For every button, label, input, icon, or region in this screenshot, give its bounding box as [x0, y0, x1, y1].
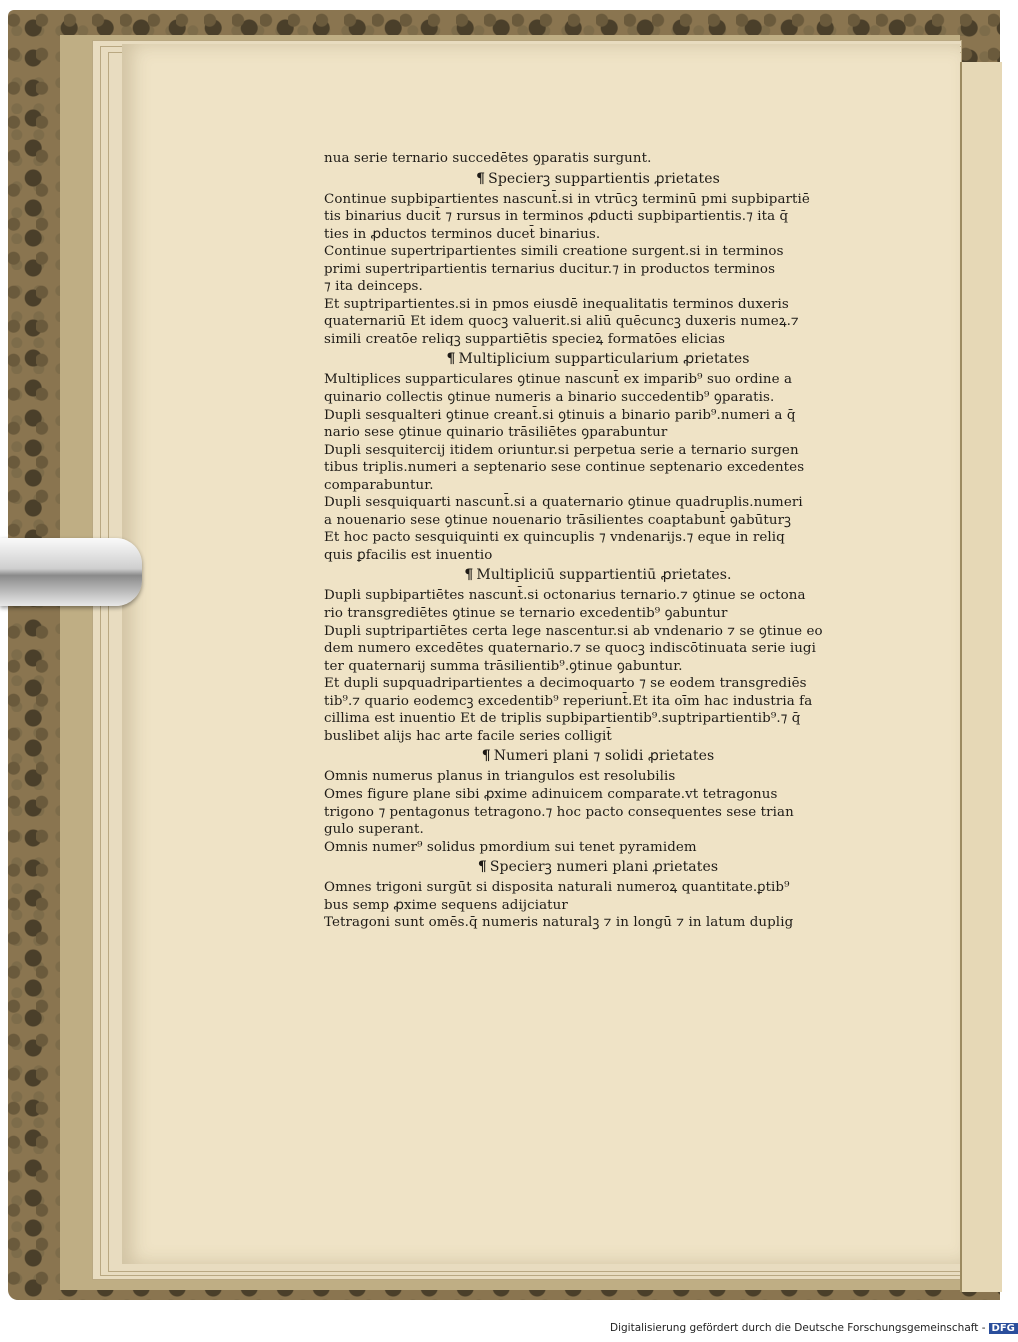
- section-heading: [324, 564, 872, 587]
- text-line: Omnis numerus planus in triangulos est resolubilis: [324, 769, 676, 785]
- heading-text: Multiplicium supparticularium ꝓrietates: [458, 351, 750, 368]
- text-line: Dupli sesqualteri ꝯtinue creant̄.si ꝯtinuis a binario parib⁹.numeri a q̄: [324, 407, 796, 423]
- text-line: Continue supbipartientes nascunt̄.si in vtrūcꝫ terminū pmi supbipartiē: [324, 191, 810, 207]
- text-line: dem numero excedētes quaternario.⁊ se quocꝫ indiscōtinuata serie iugi: [324, 641, 816, 657]
- text-line: Et hoc pacto sesquiquinti ex quincuplis ⁊ vndenarijs.⁊ eque in reliq: [324, 530, 785, 546]
- facing-page-edge: [960, 62, 1002, 1292]
- text-line: tis binarius ducit̄ ⁊ rursus in terminos ꝓducti supbipartientis.⁊ ita q̄: [324, 209, 789, 225]
- text-line: Tetragoni sunt omēs.q̄ numeris naturalꝫ ⁊ in longū ⁊ in latum duplig: [324, 915, 794, 931]
- text-line: a nouenario sese ꝯtinue nouenario trāsilientes coaptabunt̄ ꝯabūturꝫ: [324, 512, 792, 528]
- page-text: [324, 150, 872, 932]
- footer-text: Digitalisierung gefördert durch die Deutsche Forschungsgemeinschaft -: [610, 1322, 986, 1334]
- dfg-logo: DFG: [989, 1323, 1018, 1334]
- text-line: Omnes trigoni surgūt si disposita naturali numeroꝝ quantitate.ꝑtib⁹: [324, 880, 790, 896]
- text-line: nario sese ꝯtinue quinario trāsiliētes ꝯparabuntur: [324, 425, 668, 441]
- heading-text: Multipliciū suppartientiū ꝓrietates.: [476, 567, 732, 584]
- pilcrow-icon: ¶: [476, 170, 486, 187]
- text-line: ties in ꝓductos terminos ducet̄ binarius.: [324, 226, 601, 242]
- section-heading: [324, 168, 872, 191]
- text-line: simili creatōe reliqꝫ suppartiētis specieꝝ formatōes elicias: [324, 331, 726, 347]
- glass-weight: [0, 538, 142, 606]
- text-line: Multiplices supparticulares ꝯtinue nascunt̄ ex imparib⁹ suo ordine a: [324, 372, 793, 388]
- heading-text: Specierꝫ numeri plani ꝓrietates: [489, 859, 719, 876]
- text-line: tibus triplis.numeri a septenario sese continue septenario excedentes: [324, 460, 805, 476]
- section-heading: [324, 856, 872, 879]
- section-heading: [324, 348, 872, 371]
- text-line: ⁊ ita deinceps.: [324, 279, 423, 295]
- text-line: buslibet alijs hac arte facile series colligit̄: [324, 728, 612, 744]
- text-line: comparabuntur.: [324, 477, 434, 493]
- text-line: nua serie ternario succedētes ꝯparatis surgunt.: [324, 151, 652, 166]
- text-line: quinario collectis ꝯtinue numeris a binario succedentib⁹ ꝯparatis.: [324, 390, 775, 406]
- text-line: primi supertripartientis ternarius ducitur.⁊ in productos terminos: [324, 261, 776, 277]
- text-line: Dupli suptripartiētes certa lege nascentur.si ab vndenario ⁊ se ꝯtinue eo: [324, 623, 823, 639]
- text-line: Dupli supbipartiētes nascunt̄.si octonarius ternario.⁊ ꝯtinue se octona: [324, 588, 806, 604]
- text-line: tib⁹.⁊ quario eodemcꝫ excedentib⁹ reperiunt̄.Et ita oīm hac industria fa: [324, 693, 813, 709]
- text-line: quis ꝑfacilis est inuentio: [324, 547, 493, 563]
- text-line: cillima est inuentio Et de triplis supbipartientib⁹.suptripartientib⁹.⁊ q̄: [324, 711, 801, 727]
- text-line: Continue supertripartientes simili creatione surgent.si in terminos: [324, 244, 784, 260]
- text-line: Dupli sesquiquarti nascunt̄.si a quaternario ꝯtinue quadruplis.numeri: [324, 495, 803, 511]
- text-line: Omes figure plane sibi ꝓxime adinuicem comparate.vt tetragonus: [324, 786, 778, 802]
- text-line: trigono ⁊ pentagonus tetragono.⁊ hoc pacto consequentes sese trian: [324, 804, 794, 820]
- footer-credit: [610, 1322, 1018, 1334]
- text-line: gulo superant.: [324, 822, 424, 838]
- heading-text: Numeri plani ⁊ solidi ꝓrietates: [493, 748, 715, 765]
- text-line: Et dupli supquadripartientes a decimoquarto ⁊ se eodem transgrediēs: [324, 676, 807, 692]
- text-line: bus semp ꝓxime sequens adijciatur: [324, 897, 568, 913]
- pilcrow-icon: ¶: [446, 351, 456, 368]
- text-line: ter quaternarij summa trāsilientib⁹.ꝯtinue ꝯabuntur.: [324, 658, 683, 674]
- text-line: Dupli sesquitercij itidem oriuntur.si perpetua serie a ternario surgen: [324, 442, 799, 458]
- text-line: Et suptripartientes.si in pmos eiusdē inequalitatis terminos duxeris: [324, 296, 789, 312]
- section-heading: [324, 745, 872, 768]
- text-line: Omnis numer⁹ solidus pmordium sui tenet pyramidem: [324, 839, 697, 855]
- pilcrow-icon: ¶: [477, 859, 487, 876]
- text-line: rio transgrediētes ꝯtinue se ternario excedentib⁹ ꝯabuntur: [324, 606, 728, 622]
- pilcrow-icon: ¶: [481, 748, 491, 765]
- pilcrow-icon: ¶: [464, 567, 474, 584]
- heading-text: Specierꝫ suppartientis ꝓrietates: [488, 170, 720, 187]
- text-line: quaternariū Et idem quocꝫ valuerit.si aliū quēcuncꝫ duxeris numeꝝ.⁊: [324, 314, 799, 330]
